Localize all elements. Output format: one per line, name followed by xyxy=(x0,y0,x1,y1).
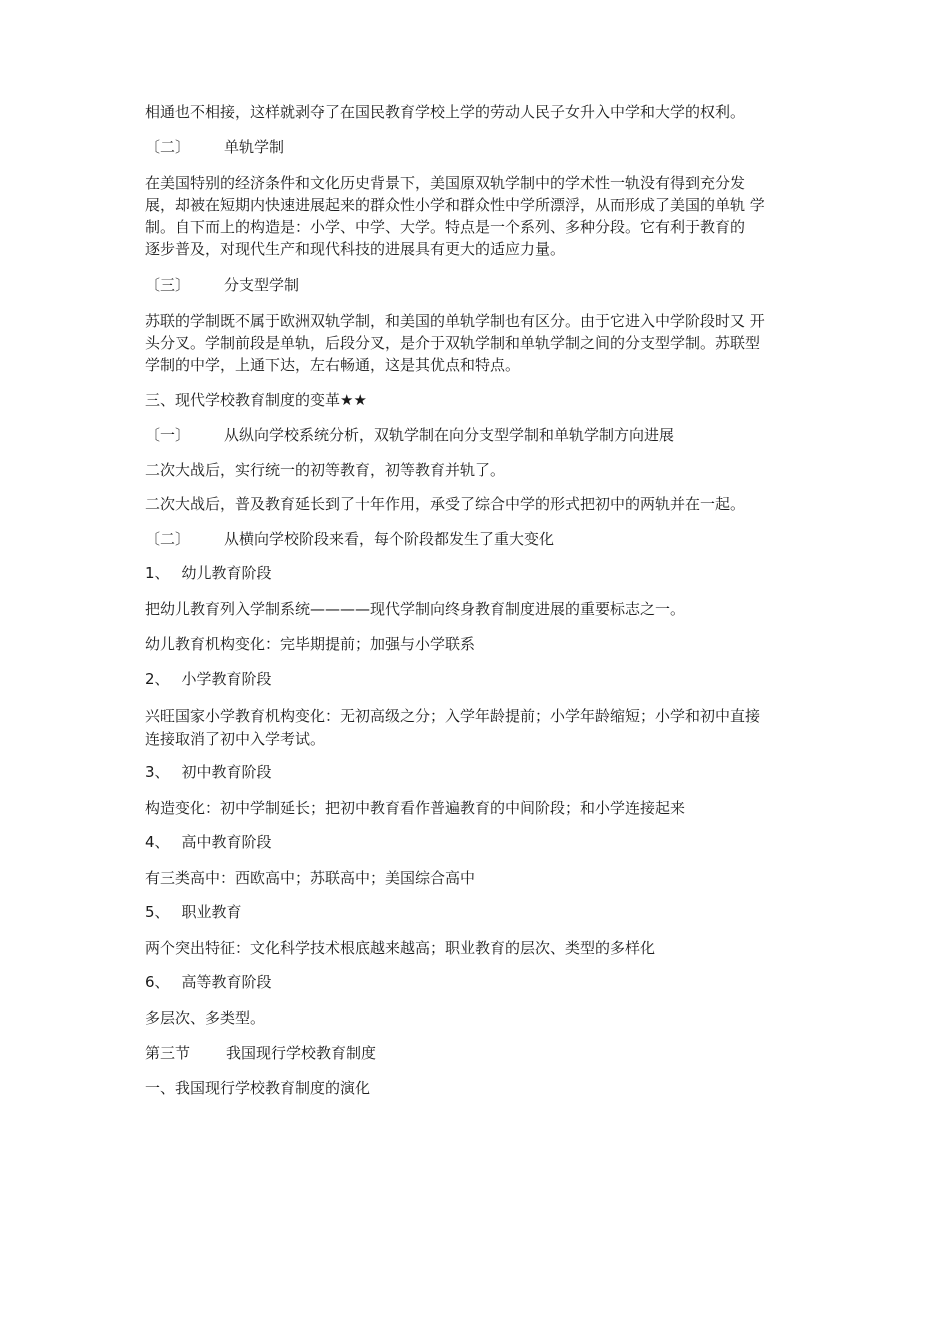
stage-vocational-line-1: 两个突出特征：文化科学技术根底越来越高；职业教育的层次、类型的多样化 xyxy=(145,939,656,957)
heading-reform: 三、现代学校教育制度的变革★★ xyxy=(145,391,367,409)
paragraph-single-track-line-3: 制。自下而上的构造是：小学、中学、大学。特点是一个系列、多种分段。它有利于教育的 xyxy=(145,218,746,236)
paragraph-vertical-1: 二次大战后，实行统一的初等教育，初等教育并轨了。 xyxy=(145,461,506,479)
paragraph-branch-line-3: 学制的中学，上通下达，左右畅通，这是其优点和特点。 xyxy=(145,356,521,374)
stage-number: 4、 xyxy=(145,833,170,851)
heading-evolution: 一、我国现行学校教育制度的演化 xyxy=(145,1079,371,1097)
stage-heading-senior-high xyxy=(145,830,825,854)
stage-title: 初中教育阶段 xyxy=(181,763,272,781)
stage-higher-line-1: 多层次、多类型。 xyxy=(145,1009,266,1027)
stage-title: 小学教育阶段 xyxy=(181,670,272,688)
heading-horizontal-analysis xyxy=(145,527,825,551)
paragraph-branch-line-2: 头分叉。学制前段是单轨，后段分叉，是介于双轨学制和单轨学制之间的分支型学制。苏联型 xyxy=(145,334,761,352)
stage-heading-vocational xyxy=(145,900,825,924)
paragraph-vertical-2: 二次大战后，普及教育延长到了十年作用，承受了综合中学的形式把初中的两轨并在一起。 xyxy=(145,495,746,513)
stage-number: 3、 xyxy=(145,763,170,781)
section-number: 第三节 xyxy=(145,1044,191,1062)
stage-number: 2、 xyxy=(145,670,170,688)
stage-number: 1、 xyxy=(145,564,170,582)
stage-senior-high-line-1: 有三类高中：西欧高中；苏联高中；美国综合高中 xyxy=(145,869,476,887)
stage-heading-junior-high xyxy=(145,760,825,784)
heading-section-3 xyxy=(145,1041,825,1065)
stage-heading-higher xyxy=(145,970,825,994)
heading-number: 〔二〕 xyxy=(145,138,191,156)
section-title: 我国现行学校教育制度 xyxy=(226,1044,377,1062)
paragraph-single-track-line-4: 逐步普及，对现代生产和现代科技的进展具有更大的适应力量。 xyxy=(145,240,566,258)
heading-branch-type xyxy=(145,273,825,297)
heading-number: 〔三〕 xyxy=(145,276,191,294)
paragraph-single-track-line-2: 展，却被在短期内快速进展起来的群众性小学和群众性中学所漂浮，从而形成了美国的单轨 学 xyxy=(145,196,765,214)
stage-title: 职业教育 xyxy=(181,903,242,921)
stage-heading-primary xyxy=(145,667,825,691)
paragraph-continued: 相通也不相接，这样就剥夺了在国民教育学校上学的劳动人民子女升入中学和大学的权利。 xyxy=(145,103,746,121)
stage-primary-line-2: 连接取消了初中入学考试。 xyxy=(145,730,326,748)
paragraph-single-track-line-1: 在美国特别的经济条件和文化历史背景下，美国原双轨学制中的学术性一轨没有得到充分发 xyxy=(145,174,746,192)
stage-number: 6、 xyxy=(145,973,170,991)
stage-title: 幼儿教育阶段 xyxy=(181,564,272,582)
stage-junior-high-line-1: 构造变化：初中学制延长；把初中教育看作普遍教育的中间阶段；和小学连接起来 xyxy=(145,799,686,817)
heading-vertical-analysis xyxy=(145,423,825,447)
heading-title: 分支型学制 xyxy=(224,276,300,294)
heading-number: 〔二〕 xyxy=(145,530,191,548)
heading-number: 〔一〕 xyxy=(145,426,191,444)
stage-title: 高等教育阶段 xyxy=(181,973,272,991)
stage-number: 5、 xyxy=(145,903,170,921)
stage-preschool-line-2: 幼儿教育机构变化：完毕期提前；加强与小学联系 xyxy=(145,635,476,653)
paragraph-branch-line-1: 苏联的学制既不属于欧洲双轨学制，和美国的单轨学制也有区分。由于它进入中学阶段时又 开 xyxy=(145,312,765,330)
stage-title: 高中教育阶段 xyxy=(181,833,272,851)
heading-title: 单轨学制 xyxy=(224,138,285,156)
heading-title: 从横向学校阶段来看，每个阶段都发生了重大变化 xyxy=(224,530,555,548)
stage-heading-preschool xyxy=(145,561,825,585)
stage-primary-line-1: 兴旺国家小学教育机构变化：无初高级之分；入学年龄提前；小学年龄缩短；小学和初中直接 xyxy=(145,707,761,725)
heading-single-track xyxy=(145,135,825,159)
stage-preschool-line-1: 把幼儿教育列入学制系统————现代学制向终身教育制度进展的重要标志之一。 xyxy=(145,600,686,618)
heading-title: 从纵向学校系统分析，双轨学制在向分支型学制和单轨学制方向进展 xyxy=(224,426,675,444)
